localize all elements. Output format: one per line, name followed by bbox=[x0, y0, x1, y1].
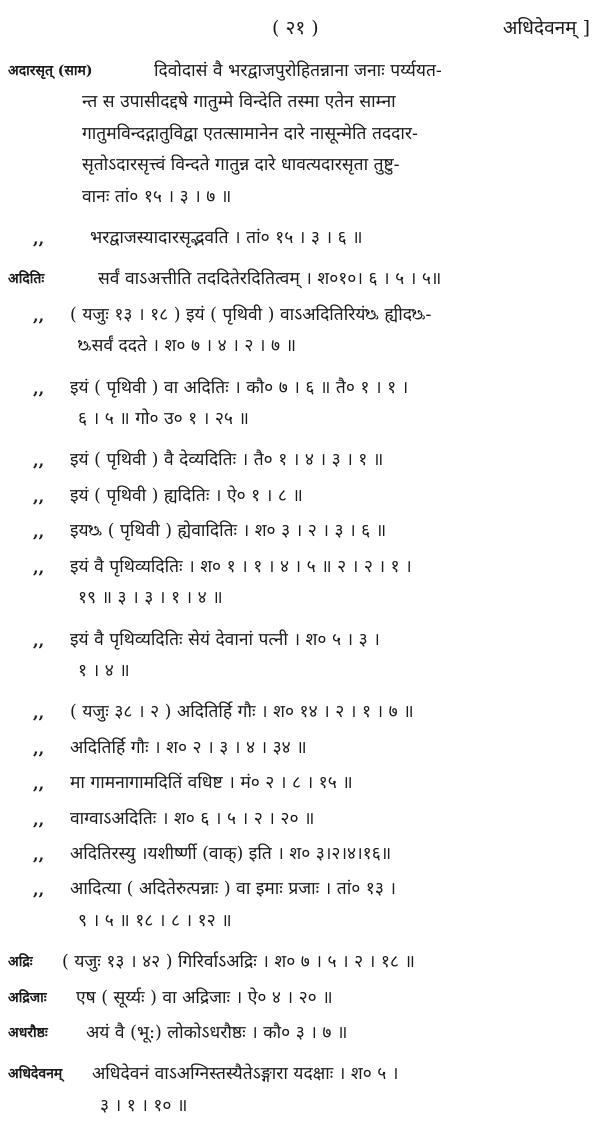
entry-line: ३ । १ । १० ॥ bbox=[100, 1095, 188, 1116]
entry-line: आदित्या ( अदितेरुत्पन्नाः ) वा इमाः प्रजाः । तां० १३ । bbox=[70, 879, 396, 900]
entry-headword: अधरौष्ठः bbox=[8, 1024, 48, 1041]
entry-line: इयं ( पृथिवी ) ह्यदितिः । ऐ० १ । ८ ॥ bbox=[70, 485, 303, 506]
entry-line: दिवोदासं वै भरद्वाजपुरोहितन्नाना जनाः पर्य्ययत- bbox=[154, 61, 442, 81]
entry-line: भरद्वाजस्यादारसृद्भवति । तां० १५ । ३ । ६ ॥ bbox=[90, 228, 363, 249]
entry-ditto bbox=[0, 445, 600, 476]
ditto-mark: ,, bbox=[33, 522, 45, 542]
entry-ditto bbox=[0, 733, 600, 764]
entry-ditto bbox=[0, 768, 600, 799]
entry-line: इयᳬ ( पृथिवी ) ह्येवादितिः । श० ३ । २ । ३ । ६ ॥ bbox=[70, 521, 387, 542]
entry-line: अदितिर्हि गौः । श० २ । ३ । ४ । ३४ ॥ bbox=[70, 737, 307, 758]
ditto-mark: ,, bbox=[33, 880, 45, 900]
entry-ditto bbox=[0, 223, 600, 254]
entry-line: अदितिरस्यु ।यशीर्ष्णी (वाक्) इति । श० ३।२।४।१६॥ bbox=[70, 843, 392, 864]
entry-ditto bbox=[0, 373, 600, 436]
entry-ditto bbox=[0, 839, 600, 870]
ditto-mark: ,, bbox=[33, 229, 45, 249]
running-head: अधिदेवनम् ] bbox=[502, 17, 590, 39]
entry-line: इयं वै पृथिव्यदितिः सेयं देवानां पत्नी । श० ५ । ३ । bbox=[70, 629, 380, 650]
entry-line: १९ ॥ ३ । ३ । १ । ४ ॥ bbox=[78, 588, 223, 609]
page-header bbox=[0, 14, 600, 44]
page-number: ( २१ ) bbox=[272, 17, 319, 39]
entry-line: सर्वं वाऽअत्तीति तददितेरदितित्वम् । श०१०। ६ । ५ । ५॥ bbox=[98, 269, 442, 290]
ditto-mark: ,, bbox=[33, 630, 45, 650]
ditto-mark: ,, bbox=[33, 378, 45, 398]
entry-adharaushtha bbox=[0, 1018, 600, 1049]
entry-ditto bbox=[0, 481, 600, 512]
entry-headword: अद्रिजाः bbox=[8, 989, 47, 1006]
ditto-mark: ,, bbox=[33, 703, 45, 723]
entry-ditto bbox=[0, 697, 600, 728]
entry-ditto bbox=[0, 300, 600, 363]
entry-line: अयं वै (भू:) लोकोऽधरौष्ठः । कौ० ३ । ७ ॥ bbox=[86, 1022, 348, 1043]
ditto-mark: ,, bbox=[33, 844, 45, 864]
entry-aditi bbox=[0, 264, 600, 295]
ditto-mark: ,, bbox=[33, 305, 45, 325]
ditto-mark: ,, bbox=[33, 486, 45, 506]
entry-ditto bbox=[0, 804, 600, 835]
entry-ditto bbox=[0, 552, 600, 615]
document-body bbox=[0, 56, 600, 1132]
entry-line: १ । ४ ॥ bbox=[78, 660, 130, 681]
entry-headword: अदितिः bbox=[8, 271, 45, 288]
entry-line: इयं वै पृथिव्यदितिः । श० १ । १ । ४ । ५ ॥ २ । २ । १ । bbox=[70, 556, 412, 577]
ditto-mark: ,, bbox=[33, 809, 45, 829]
entry-line: ( यजुः १३ । ४२ ) गिरिर्वाऽअद्रिः । श० ७ । ५ । २ । १८ ॥ bbox=[62, 952, 415, 973]
entry-line: वानः तां० १५ । ३ । ७ ॥ bbox=[82, 186, 232, 207]
entry-ditto bbox=[0, 874, 600, 937]
entry-headword: अधिदेवनम् bbox=[8, 1066, 63, 1083]
entry-line: न्त स उपासीदद्दषे गातुम्मे विन्देति तस्मा एतेन साम्ना bbox=[82, 92, 396, 113]
entry-adrija bbox=[0, 983, 600, 1014]
entry-line: गातुमविन्दद्गातुविद्वा एतत्सामानेन दारे नासून्मेति तददार- bbox=[82, 123, 418, 144]
entry-line: ९ । ५ ॥ १८ । ८ । १२ ॥ bbox=[78, 910, 232, 931]
entry-line: ᳬसर्वं ददते । श० ७ । ४ । २ । ७ ॥ bbox=[78, 336, 297, 357]
entry-headword: अद्रिः bbox=[8, 954, 33, 971]
entry-line: एष ( सूर्य्यः ) वा अद्रिजाः । ऐ० ४ । २० ॥ bbox=[76, 987, 333, 1008]
entry-line: अधिदेवनं वाऽअग्निस्तस्यैतेऽङ्गारा यदक्षाः । श० ५ । bbox=[92, 1064, 399, 1085]
entry-line: ( यजुः १३ । १८ ) इयं ( पृथिवी ) वाऽअदितिरियंᳬ ह्यीदᳬ- bbox=[70, 304, 432, 325]
entry-adri bbox=[0, 947, 600, 978]
ditto-mark: ,, bbox=[33, 774, 45, 794]
entry-ditto bbox=[0, 625, 600, 688]
entry-line: इयं ( पृथिवी ) वा अदितिः । कौ० ७ । ६ ॥ तै० १ । १ । bbox=[70, 377, 409, 398]
ditto-mark: ,, bbox=[33, 451, 45, 471]
entry-adhidevanam bbox=[0, 1059, 600, 1122]
entry-line: वाग्वाऽअदितिः । श० ६ । ५ । २ । २० ॥ bbox=[70, 808, 315, 829]
entry-line: ६ । ५ ॥ गो० उ० १ । २५ ॥ bbox=[78, 409, 249, 430]
ditto-mark: ,, bbox=[33, 738, 45, 758]
entry-line: इयं ( पृथिवी ) वै देव्यदितिः । तै० १ । ४ । ३ । १ ॥ bbox=[70, 450, 384, 471]
entry-headword: अदारसृत् (साम) bbox=[8, 63, 93, 79]
entry-adarasrit bbox=[0, 56, 600, 213]
entry-ditto bbox=[0, 516, 600, 547]
entry-line: ( यजुः ३८ । २ ) अदितिर्हि गौः । श० १४ । २ । १ । ७ ॥ bbox=[70, 702, 414, 723]
entry-line: सृतोऽदारसृत्त्वं विन्दते गातुन्न दारे धावत्यदारसृता तुष्टु- bbox=[82, 155, 400, 176]
ditto-mark: ,, bbox=[33, 557, 45, 577]
entry-line: मा गामनागामदितिं वधिष्ट । मं० २ । ८ । १५ ॥ bbox=[70, 773, 353, 794]
